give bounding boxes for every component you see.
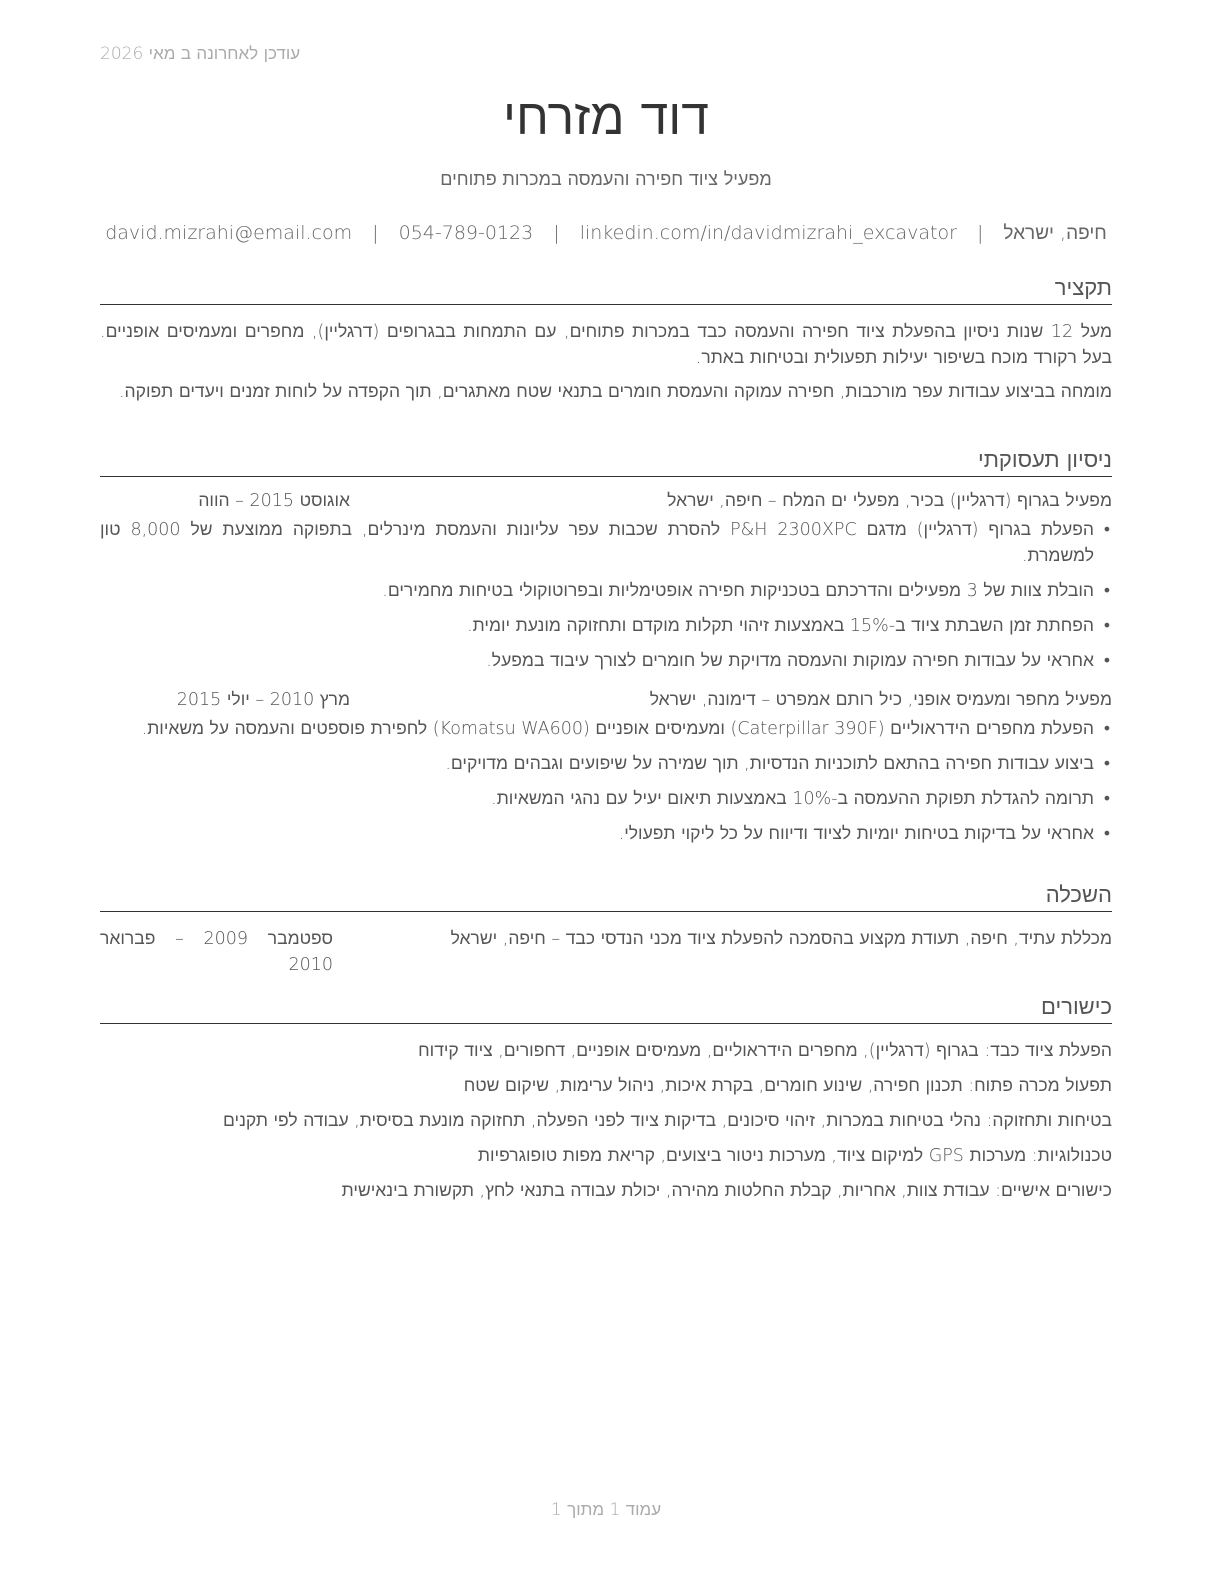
- job-bullet: • תרומה להגדלת תפוקת ההעמסה ב-10% באמצעות תיאום יעיל עם נהגי המשאיות.: [100, 786, 1112, 812]
- contact-separator: |: [372, 222, 379, 244]
- contact-separator: |: [976, 222, 984, 244]
- skills-heading: כישורים: [100, 995, 1112, 1024]
- skills-list: [100, 1038, 1112, 1204]
- education-institution: מכללת עתיד, חיפה, תעודת מקצוע בהסמכה להפעלת ציוד מכני הנדסי כבד – חיפה, ישראל: [450, 929, 1112, 949]
- summary-paragraph: מומחה בביצוע עבודות עפר מורכבות, חפירה עמוקה והעמסת חומרים בתנאי שטח מאתגרים, תוך הקפדה על לוחות זמנים ויעדים תפוקה.: [118, 382, 1112, 402]
- contact-email[interactable]: david.mizrahi@email.com: [105, 222, 353, 244]
- job-bullet: • אחראי על עבודות חפירה עמוקות והעמסה מדויקת של חומרים לצורך עיבוד במפעל.: [100, 648, 1112, 674]
- contact-line: [100, 222, 1112, 245]
- job-entry: [100, 688, 1112, 847]
- skill-item: תפעול מכרה פתוח: תכנון חפירה, שינוע חומרים, בקרת איכות, ניהול ערימות, שיקום שטח: [463, 1076, 1112, 1096]
- last-updated-note: עודכן לאחרונה ב מאי 2026: [100, 44, 301, 64]
- job-bullet: • הפעלת מחפרים הידראוליים (Caterpillar 390F) ומעמיסים אופניים (Komatsu WA600) לחפירת פוספטים והעמסה על משאיות.: [100, 716, 1112, 742]
- job-bullets: [100, 716, 1112, 847]
- job-header: [100, 489, 1112, 513]
- skill-item: טכנולוגיות: מערכות GPS למיקום ציוד, מערכות ניטור ביצועים, קריאת מפות טופוגרפיות: [477, 1146, 1112, 1166]
- skills-section: [100, 995, 1112, 1213]
- job-entry: [100, 489, 1112, 674]
- skill-item: הפעלת ציוד כבד: בגרוף (דרגליין), מחפרים הידראוליים, מעמיסים אופניים, דחפורים, ציוד קידוח: [418, 1041, 1112, 1061]
- education-entry: [100, 926, 1112, 978]
- job-bullets: [100, 517, 1112, 674]
- education-heading: השכלה: [100, 883, 1112, 912]
- summary-heading: תקציר: [100, 276, 1112, 305]
- contact-location: חיפה, ישראל: [1003, 222, 1107, 244]
- job-dates: אוגוסט 2015 – הווה: [198, 491, 350, 511]
- job-bullet: • הפעלת בגרוף (דרגליין) מדגם P&H 2300XPC להסרת שכבות עפר עליונות והעמסת מינרלים, בתפוקה ממוצעת של 8,000 טון למשמרת.: [100, 517, 1112, 569]
- job-title-company: מפעיל מחפר ומעמיס אופני, כיל רותם אמפרט – דימונה, ישראל: [649, 690, 1112, 710]
- job-title-company: מפעיל בגרוף (דרגליין) בכיר, מפעלי ים המלח – חיפה, ישראל: [667, 491, 1112, 511]
- education-section: [100, 883, 1112, 978]
- experience-heading: ניסיון תעסוקתי: [100, 448, 1112, 477]
- job-title-subtitle: מפעיל ציוד חפירה והעמסה במכרות פתוחים: [440, 169, 772, 190]
- job-bullet: • ביצוע עבודות חפירה בהתאם לתוכניות הנדסיות, תוך שמירה על שיפועים וגבהים מדויקים.: [100, 751, 1112, 777]
- contact-linkedin[interactable]: linkedin.com/in/davidmizrahi_excavator: [579, 222, 957, 244]
- contact-separator: |: [553, 222, 560, 244]
- education-dates: ספטמבר 2009 – פברואר 2010: [100, 929, 333, 975]
- experience-section: [100, 448, 1112, 856]
- job-header: [100, 688, 1112, 712]
- resume-page: [100, 0, 1112, 1584]
- contact-phone[interactable]: 054-789-0123: [398, 222, 534, 244]
- page-number: עמוד 1 מתוך 1: [550, 1500, 662, 1520]
- skill-item: כישורים אישיים: עבודת צוות, אחריות, קבלת החלטות מהירה, יכולת עבודה בתנאי לחץ, תקשורת בינאישית: [341, 1181, 1112, 1201]
- candidate-name: דוד מזרחי: [503, 88, 709, 146]
- job-dates: מרץ 2010 – יולי 2015: [176, 690, 350, 710]
- job-bullet: • הובלת צוות של 3 מפעילים והדרכתם בטכניקות חפירה אופטימליות ובפרוטוקולי בטיחות מחמירים.: [100, 578, 1112, 604]
- job-bullet: • אחראי על בדיקות בטיחות יומיות לציוד ודיווח על כל ליקוי תפעולי.: [100, 821, 1112, 847]
- skill-item: בטיחות ותחזוקה: נהלי בטיחות במכרות, זיהוי סיכונים, בדיקות ציוד לפני הפעלה, תחזוקה מונעת בסיסית, עבודה לפי תקנים: [223, 1111, 1112, 1131]
- job-bullet: • הפחתת זמן השבתת ציוד ב-15% באמצעות זיהוי תקלות מוקדם ותחזוקה מונעת יומית.: [100, 613, 1112, 639]
- summary-paragraph: מעל 12 שנות ניסיון בהפעלת ציוד חפירה והעמסה כבד במכרות פתוחים, עם התמחות בבגרופים (דרגליין), מחפרים ומעמיסים אופניים. בעל רקורד מוכח בשיפור יעילות תפעולית ובטיחות באתר.: [100, 322, 1113, 368]
- summary-section: [100, 276, 1112, 405]
